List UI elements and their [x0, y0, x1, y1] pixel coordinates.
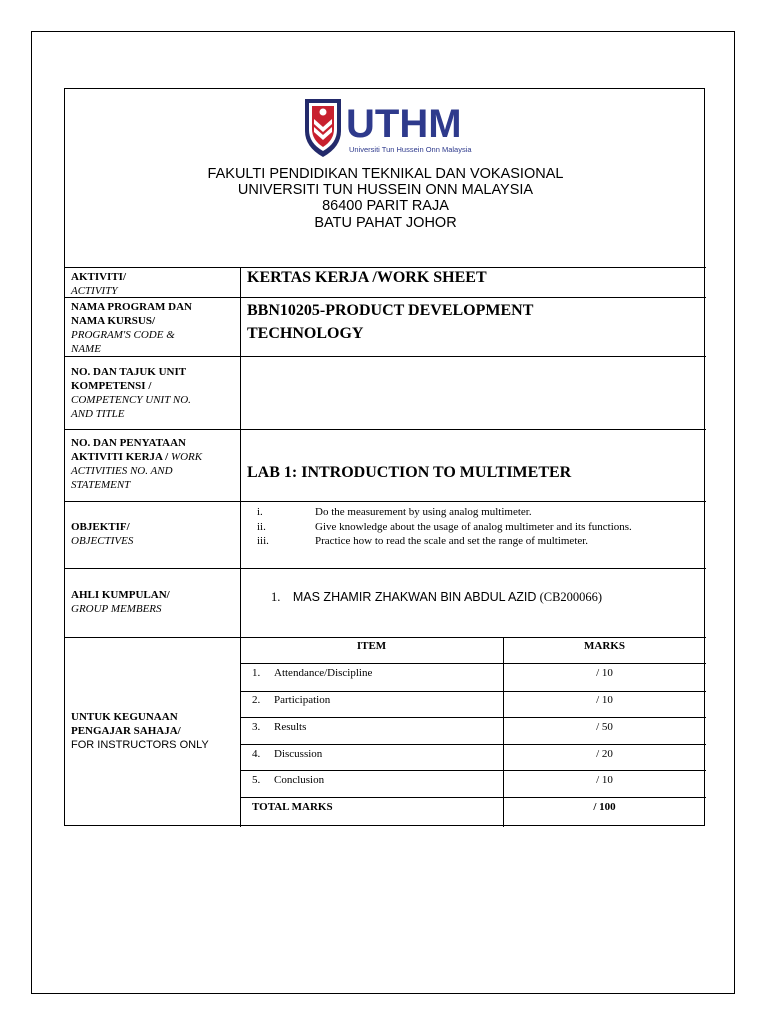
program-label: NAMA PROGRAM DAN NAMA KURSUS/ PROGRAM'S CODE & NAME	[71, 301, 192, 355]
university-name: UNIVERSITI TUN HUSSEIN ONN MALAYSIA	[237, 182, 534, 198]
marks-row-divider	[240, 744, 706, 745]
row-divider	[65, 501, 706, 502]
list-item: iii. Practice how to read the scale and set the range of multimeter.	[257, 535, 589, 547]
row-divider	[65, 637, 706, 638]
table-row: 5. Conclusion	[252, 774, 325, 786]
row-divider	[65, 429, 706, 430]
marks-row-divider	[240, 691, 706, 692]
table-row: 2. Participation	[252, 694, 331, 706]
activity-value: KERTAS KERJA /WORK SHEET	[247, 269, 487, 286]
svg-text:UTHM: UTHM	[346, 102, 462, 146]
worksheet-form	[64, 88, 705, 826]
objectives-list	[257, 505, 632, 549]
row-divider	[65, 356, 706, 357]
marks-header-marks: MARKS	[584, 640, 625, 652]
group-member: 1. MAS ZHAMIR ZHAKWAN BIN ABDUL AZID (CB200066)	[271, 590, 603, 604]
marks-cell: / 10	[596, 667, 613, 679]
faculty-name: FAKULTI PENDIDIKAN TEKNIKAL DAN VOKASIONAL	[207, 166, 564, 182]
label-column-divider	[240, 267, 241, 827]
marks-row-divider	[240, 797, 706, 798]
competency-label: NO. DAN TAJUK UNIT KOMPETENSI / COMPETENCY UNIT NO. AND TITLE	[71, 366, 191, 420]
marks-header-item: ITEM	[356, 640, 387, 652]
marks-cell: / 10	[596, 774, 613, 786]
marks-cell: / 10	[596, 694, 613, 706]
list-item: i. Do the measurement by using analog multimeter.	[257, 506, 532, 518]
program-value-line-2: TECHNOLOGY	[247, 325, 364, 342]
group-label: AHLI KUMPULAN/ GROUP MEMBERS	[71, 589, 170, 615]
marks-row-divider	[240, 770, 706, 771]
uthm-logo	[303, 97, 473, 159]
program-value	[247, 299, 533, 345]
table-row: 4. Discussion	[252, 748, 323, 760]
instructor-label: UNTUK KEGUNAAN PENGAJAR SAHAJA/ FOR INSTRUCTORS ONLY	[71, 711, 209, 751]
table-row: 1. Attendance/Discipline	[252, 667, 373, 679]
total-marks-value: / 100	[593, 801, 616, 813]
marks-cell: / 20	[596, 748, 613, 760]
row-divider	[65, 568, 706, 569]
marks-row-divider	[240, 717, 706, 718]
table-row: 3. Results	[252, 721, 307, 733]
marks-cell: / 50	[596, 721, 613, 733]
address-postcode: 86400 PARIT RAJA	[322, 198, 449, 214]
work-activity-value: LAB 1: INTRODUCTION TO MULTIMETER	[247, 464, 572, 481]
marks-row-divider	[240, 663, 706, 664]
address-city: BATU PAHAT JOHOR	[314, 215, 457, 231]
program-value-line-1: BBN10205-PRODUCT DEVELOPMENT	[247, 302, 534, 319]
objectives-label: OBJEKTIF/ OBJECTIVES	[71, 521, 134, 547]
work-activity-label: NO. DAN PENYATAAN AKTIVITI KERJA / WORK ACTIVITIES NO. AND STATEMENT	[71, 437, 203, 491]
activity-label: AKTIVITI/ ACTIVITY	[71, 271, 127, 297]
list-item: ii. Give knowledge about the usage of analog multimeter and its functions.	[257, 520, 632, 533]
svg-text:Universiti Tun Hussein Onn Mal: Universiti Tun Hussein Onn Malaysia	[349, 145, 472, 154]
total-marks-label: TOTAL MARKS	[252, 801, 333, 813]
